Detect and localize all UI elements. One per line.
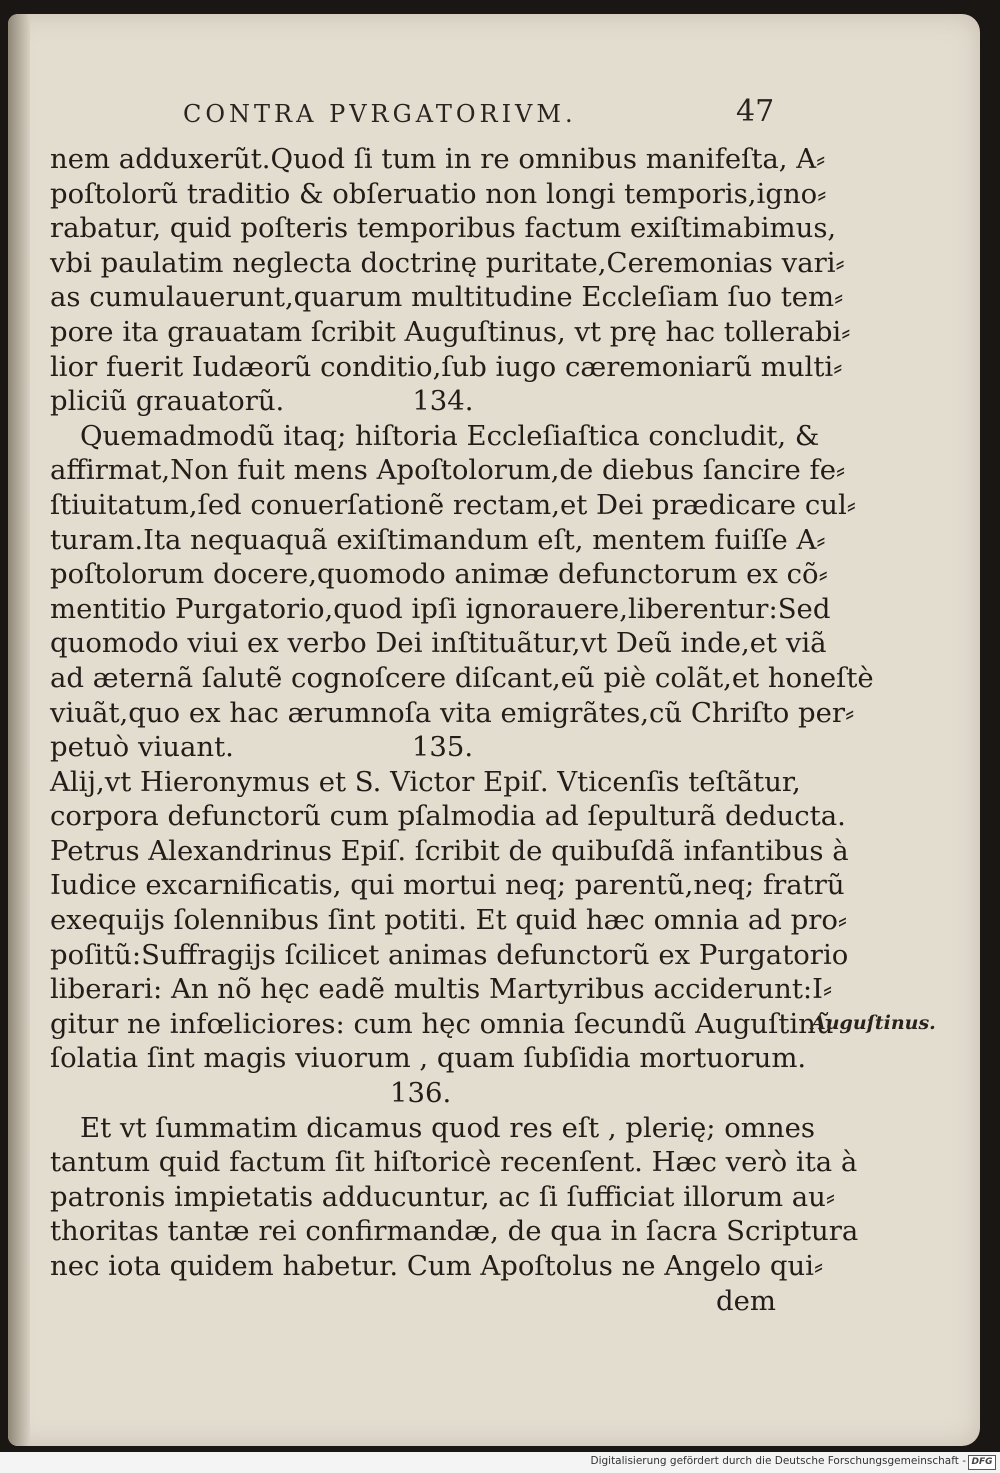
footer-bar: [0, 1452, 1000, 1473]
text-line: petuò viuant.: [50, 731, 234, 764]
text-line: Alij,vt Hieronymus et S. Victor Epiſ. Vticenſis teſtãtur,: [50, 765, 801, 798]
text-line: Petrus Alexandrinus Epiſ. ſcribit de quibuſdã infantibus à: [50, 834, 849, 867]
footer-credit: Digitalisierung gefördert durch die Deutsche Forschungsgemeinschaft -: [590, 1455, 966, 1467]
text-line: rabatur, quid poſteris temporibus factum exiſtimabimus,: [50, 212, 837, 245]
text-line: Et vt ſummatim dicamus quod res eſt , plerię; omnes: [80, 1111, 815, 1144]
text-line: lior fuerit Iudæorũ conditio,ſub iugo cæremoniarũ multi⸗: [50, 350, 843, 383]
text-line: exequijs ſolennibus ſint potiti. Et quid hæc omnia ad pro⸗: [50, 904, 848, 937]
margin-note: Auguſtinus.: [811, 1012, 936, 1034]
text-line: poſitũ:Suffragijs ſcilicet animas defunctorũ ex Purgatorio: [50, 938, 849, 971]
text-line: affirmat,Non fuit mens Apoſtolorum,de diebus ſancire fe⸗: [50, 454, 846, 487]
body-text: [50, 142, 874, 1318]
section-number-135: 135.: [411, 731, 474, 764]
text-line-with-section: [50, 384, 790, 419]
book-page: [8, 14, 980, 1446]
text-line: turam.Ita nequaquã exiſtimandum eſt, mentem fuiſſe A⸗: [50, 523, 826, 556]
text-line: vbi paulatim neglecta doctrinę puritate,Ceremonias vari⸗: [50, 246, 845, 279]
page-number: 47: [736, 94, 775, 129]
text-line: mentitio Purgatorio,quod ipſi ignorauere,liberentur:Sed: [50, 592, 831, 625]
text-line: ad æternã ſalutẽ cognoſcere diſcant,eũ piè colãt,et honeſtè: [50, 661, 874, 694]
catchword: dem: [716, 1284, 776, 1317]
text-line: ſolatia ſint magis viuorum , quam ſubſidia mortuorum.: [50, 1042, 807, 1075]
text-line: as cumulauerunt,quarum multitudine Eccleſiam ſuo tem⸗: [50, 281, 844, 314]
section-number-134: 134.: [412, 385, 474, 418]
binding-gutter: [8, 14, 30, 1446]
text-line-with-section: [50, 730, 790, 765]
text-line: gitur ne infœliciores: cum hęc omnia ſecundũ Auguſtinũ: [50, 1007, 834, 1040]
section-number-136: 136.: [390, 1077, 452, 1110]
dfg-logo-icon: DFG: [968, 1455, 996, 1470]
text-line: Quemadmodũ itaq; hiſtoria Eccleſiaſtica concludit, &: [80, 419, 820, 452]
text-line: pore ita grauatam ſcribit Auguſtinus, vt prę hac tollerabi⸗: [50, 315, 851, 348]
text-line: poſtolorum docere,quomodo animæ defunctorum ex cõ⸗: [50, 558, 828, 591]
text-line: viuãt,quo ex hac ærumnoſa vita emigrãtes,cũ Chriſto per⸗: [50, 696, 855, 729]
text-line: quomodo viui ex verbo Dei inſtituãtur,vt Deũ inde,et viã: [50, 627, 827, 660]
text-line: liberari: An nõ hęc eadẽ multis Martyribus acciderunt:I⸗: [50, 973, 833, 1006]
text-line: poſtolorũ traditio & obſeruatio non longi temporis,igno⸗: [50, 177, 827, 210]
text-line: ſtiuitatum,ſed conuerſationẽ rectam,et Dei prædicare cul⸗: [50, 488, 856, 521]
text-line: corpora defunctorũ cum pſalmodia ad ſepulturã deducta.: [50, 800, 846, 833]
text-line: tantum quid factum ſit hiſtoricè recenſent. Hæc verò ita à: [50, 1146, 858, 1179]
text-line: nem adduxerũt.Quod ſi tum in re omnibus manifeſta, A⸗: [50, 143, 826, 175]
text-line: thoritas tantæ rei confirmandæ, de qua in ſacra Scriptura: [50, 1215, 859, 1248]
text-line: patronis impietatis adducuntur, ac ſi ſufficiat illorum au⸗: [50, 1180, 836, 1213]
text-line: nec iota quidem habetur. Cum Apoſtolus ne Angelo qui⸗: [50, 1250, 824, 1282]
text-line: pliciũ grauatorũ.: [50, 385, 285, 418]
running-head: CONTRA PVRGATORIVM.: [183, 100, 577, 128]
text-line: Iudice excarnificatis, qui mortui neq; parentũ,neq; fratrũ: [50, 869, 845, 902]
